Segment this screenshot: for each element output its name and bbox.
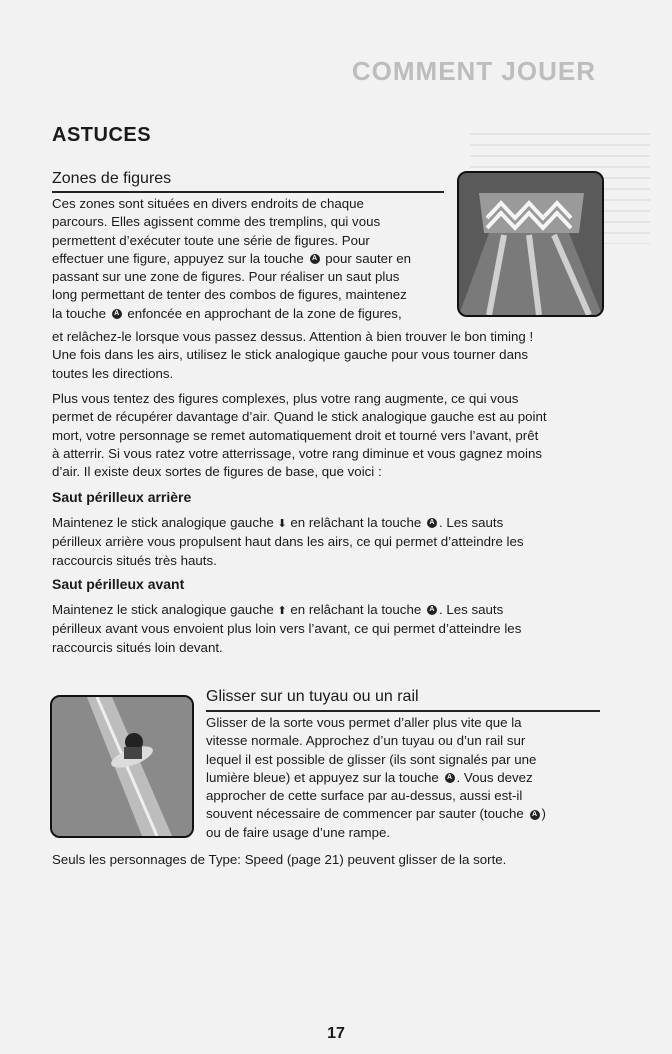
arrow-down-icon: ⬇ xyxy=(277,518,287,530)
a-button-icon: A xyxy=(445,773,455,783)
back-flip-heading: Saut périlleux arrière xyxy=(52,489,192,505)
arrow-up-icon: ⬆ xyxy=(277,605,287,617)
trick-zone-screenshot xyxy=(457,171,604,317)
a-button-icon: A xyxy=(112,309,122,319)
zones-heading: Zones de figures xyxy=(52,170,172,187)
ranking-paragraph: Plus vous tentez des figures complexes, plus votre rang augmente, ce qui vous permet de récupérer davantage d’air. Quand le stick analogique gauche est au point mort, votre personnage se remet automatiquement droit et tourné vers l’avant, prêt à atterrir. Si vous ratez votre atterrissage, votre rang diminue et vous gagnez moins d’air. Il existe deux sortes de figures de base, que voici : xyxy=(52,391,547,480)
grind-heading-rule xyxy=(206,710,600,712)
grind-footer-note: Seuls les personnages de Type: Speed (page 21) peuvent glisser de la sorte. xyxy=(52,852,507,867)
section-title: ASTUCES xyxy=(52,124,152,146)
zones-heading-rule xyxy=(52,191,444,193)
zones-paragraph: Ces zones sont situées en divers endroits de chaque parcours. Elles agissent comme des tremplins, qui vous permettent d’exécuter toute une série de figures. Pour effectuer une figure, appuyez sur la touche A pour sauter en passant sur une zone de figures. Pour réaliser un saut plus long permettant de tenter des combos de figures, maintenez la touche A enfoncée en approchant de la zone de figures, xyxy=(52,196,411,321)
page-header-title: COMMENT JOUER xyxy=(351,56,596,86)
grind-paragraph: Glisser de la sorte vous permet d’aller plus vite que la vitesse normale. Approchez d’un tuyau ou d’un rail sur lequel il est possible de glisser (ils sont signalés par une lumière bleue) et appuyez sur la touche A . Vous devez approcher de cette surface par au-dessus, aussi est-il souvent nécessaire de commencer par sauter (touche A ) ou de faire usage d’une rampe. xyxy=(206,715,546,840)
front-flip-paragraph: Maintenez le stick analogique gauche ⬆ en relâchant la touche A . Les sauts périlleux avant vous envoient plus loin vers l’avant, ce qui permet d’atteindre les raccourcis situés loin devant. xyxy=(52,602,522,655)
back-flip-paragraph: Maintenez le stick analogique gauche ⬇ en relâchant la touche A . Les sauts périlleux arrière vous propulsent haut dans les airs, ce qui permet d’atteindre les raccourcis situés très hauts. xyxy=(52,515,524,568)
grind-heading: Glisser sur un tuyau ou un rail xyxy=(206,688,419,705)
front-flip-heading: Saut périlleux avant xyxy=(52,576,185,592)
page-number: 17 xyxy=(327,1025,345,1042)
grind-rail-screenshot xyxy=(50,695,194,838)
a-button-icon: A xyxy=(310,254,320,264)
a-button-icon: A xyxy=(530,810,540,820)
zones-paragraph-cont: et relâchez-le lorsque vous passez dessus. Attention à bien trouver le bon timing ! Une fois dans les airs, utilisez le stick analogique gauche pour vous tourner dans toutes les directions. xyxy=(52,329,534,381)
a-button-icon: A xyxy=(427,605,437,615)
a-button-icon: A xyxy=(427,518,437,528)
